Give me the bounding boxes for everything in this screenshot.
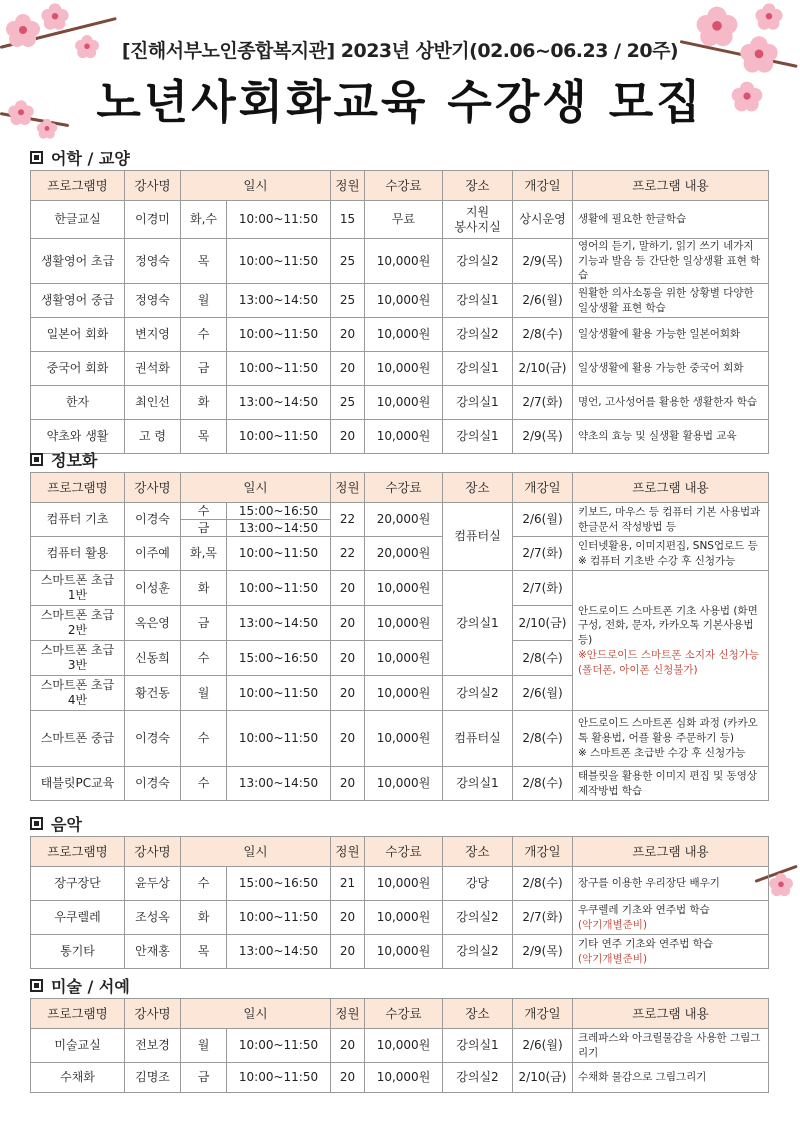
col-fee: 수강료 <box>365 171 443 201</box>
language-table <box>30 170 769 454</box>
table-row: 중국어 회화 권석화 금 10:00~11:50 20 10,000원 강의실1 2/10(금) 일상생활에 활용 가능한 중국어 회화 <box>31 352 769 386</box>
table-row: 생활영어 중급 정영숙 월 13:00~14:50 25 10,000원 강의실1 2/6(월) 원활한 의사소통을 위한 상황별 다양한 일상생활 표현 학습 <box>31 284 769 318</box>
table-row: 스마트폰 초급 1반 이성훈 화 10:00~11:50 20 10,000원 강의실1 2/7(화) 안드로이드 스마트폰 기초 사용법 (화면구성, 전화, 문자, 카카오톡 기본사용법 등) ※안드로이드 스마트폰 소지자 신청가능 (폴더폰, 아이폰 신청불가) <box>31 571 769 606</box>
table-row: 통기타 안재홍 목 13:00~14:50 20 10,000원 강의실2 2/9(목) 기타 연주 기초와 연주법 학습 (악기개별준비) <box>31 935 769 969</box>
table-row: 컴퓨터 활용 이주예 화,목 10:00~11:50 22 20,000원 2/7(화) 인터넷활용, 이미지편집, SNS업로드 등 ※ 컴퓨터 기초반 수강 후 신청가능 <box>31 537 769 571</box>
section-title-art: 미술 / 서예 <box>30 972 770 998</box>
table-row: 우쿠렐레 조성옥 화 10:00~11:50 20 10,000원 강의실2 2/7(화) 우쿠렐레 기초와 연주법 학습 (악기개별준비) <box>31 901 769 935</box>
table-header-row: 프로그램명 강사명 일시 정원 수강료 장소 개강일 프로그램 내용 <box>31 837 769 867</box>
section-title-music: 음악 <box>30 810 770 836</box>
page-subtitle: [진해서부노인종합복지관] 2023년 상반기(02.06~06.23 / 20주) <box>121 40 679 62</box>
col-start: 개강일 <box>513 171 573 201</box>
square-bullet-icon <box>30 453 43 466</box>
col-content: 프로그램 내용 <box>573 171 769 201</box>
table-row: 태블릿PC교육 이경숙 수 13:00~14:50 20 10,000원 강의실1 2/8(수) 태블릿을 활용한 이미지 편집 및 동영상 제작방법 학습 <box>31 767 769 801</box>
table-row: 스마트폰 초급 3반 신동희 수 15:00~16:50 20 10,000원 2/8(수) <box>31 641 769 676</box>
music-table <box>30 836 769 969</box>
it-table <box>30 472 769 801</box>
table-row: 한자 최인선 화 13:00~14:50 25 10,000원 강의실1 2/7(화) 명언, 고사성어를 활용한 생활한자 학습 <box>31 386 769 420</box>
table-row: 스마트폰 초급 4반 황건동 월 10:00~11:50 20 10,000원 강의실2 2/6(월) <box>31 676 769 711</box>
page-header <box>0 0 800 140</box>
table-row: 한글교실 이경미 화,수 10:00~11:50 15 무료 지원 봉사지실 상시운영 생활에 필요한 한글학습 <box>31 201 769 239</box>
square-bullet-icon <box>30 151 43 164</box>
col-capacity: 정원 <box>331 171 365 201</box>
col-program: 프로그램명 <box>31 171 125 201</box>
table-row: 일본어 회화 변지영 수 10:00~11:50 20 10,000원 강의실2 2/8(수) 일상생활에 활용 가능한 일본어회화 <box>31 318 769 352</box>
col-schedule: 일시 <box>181 171 331 201</box>
section-music <box>30 810 770 969</box>
table-header-row: 프로그램명 강사명 일시 정원 수강료 장소 개강일 프로그램 내용 <box>31 473 769 503</box>
section-title-it: 정보화 <box>30 446 770 472</box>
art-table <box>30 998 769 1093</box>
table-row: 장구장단 윤두상 수 15:00~16:50 21 10,000원 강당 2/8(수) 장구를 이용한 우리장단 배우기 <box>31 867 769 901</box>
section-title-language: 어학 / 교양 <box>30 144 770 170</box>
section-it <box>30 446 770 801</box>
table-row: 미술교실 전보경 월 10:00~11:50 20 10,000원 강의실1 2/6(월) 크레파스와 아크릴물감을 사용한 그림그리기 <box>31 1029 769 1063</box>
table-row: 금 13:00~14:50 <box>31 520 769 537</box>
col-teacher: 강사명 <box>125 171 181 201</box>
table-header-row: 프로그램명 강사명 일시 정원 수강료 장소 개강일 프로그램 내용 <box>31 999 769 1029</box>
col-place: 장소 <box>443 171 513 201</box>
table-row: 스마트폰 초급 2반 옥은영 금 13:00~14:50 20 10,000원 2/10(금) <box>31 606 769 641</box>
table-row: 컴퓨터 기초 이경숙 수 15:00~16:50 22 20,000원 컴퓨터실 2/6(월) 키보드, 마우스 등 컴퓨터 기본 사용법과 한글문서 작성방법 등 <box>31 503 769 520</box>
table-row: 스마트폰 중급 이경숙 수 10:00~11:50 20 10,000원 컴퓨터실 2/8(수) 안드로이드 스마트폰 심화 과정 (카카오톡 활용법, 어플 활용 주문하기 등) ※ 스마트폰 초급반 수강 후 신청가능 <box>31 711 769 767</box>
page-title: 노년사회화교육 수강생 모집 <box>96 75 704 129</box>
table-row: 약초와 생활 고 령 목 10:00~11:50 20 10,000원 강의실1 2/9(목) 약초의 효능 및 실생활 활용법 교육 <box>31 420 769 454</box>
section-art <box>30 972 770 1093</box>
table-row: 수채화 김명조 금 10:00~11:50 20 10,000원 강의실2 2/10(금) 수채화 물감으로 그림그리기 <box>31 1063 769 1093</box>
table-header-row <box>31 171 769 201</box>
square-bullet-icon <box>30 817 43 830</box>
square-bullet-icon <box>30 979 43 992</box>
table-row: 생활영어 초급 정영숙 목 10:00~11:50 25 10,000원 강의실2 2/9(목) 영어의 듣기, 말하기, 읽기 쓰기 네가지 기능과 발음 등 간단한 일상생활 표현 학습 <box>31 239 769 284</box>
section-language <box>30 144 770 454</box>
